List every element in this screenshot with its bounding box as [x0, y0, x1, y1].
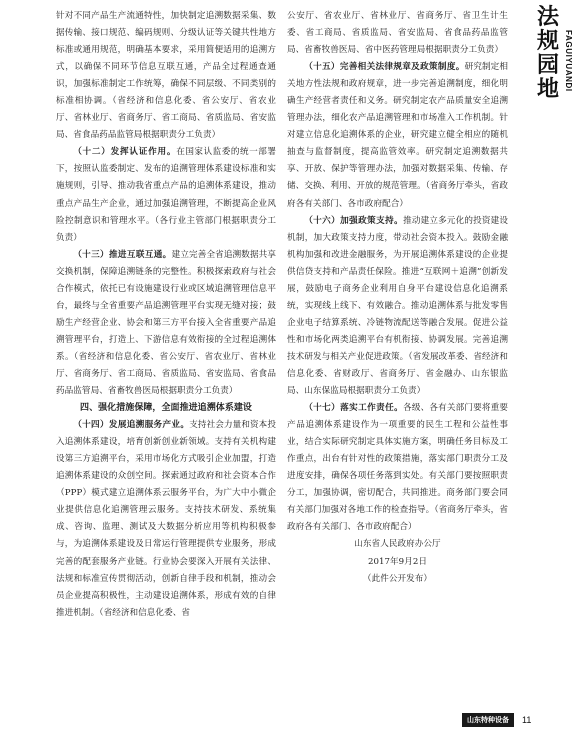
paragraph-17: [287, 400, 508, 536]
page-footer: [462, 713, 531, 727]
subheading: （十七）落实工作责任。: [304, 403, 404, 414]
paragraph-text: 各级、各有关部门要将重要产品追溯体系建设作为一项重要的民生工程和公益性事业，结合实际研究制定具体实施方案，明确任务目标及工作重点，出台有针对性的政策措施，落实部门职责分工及进度安排，确保各项任务落到实处。有关部门要按照职责分工，加强协调，密切配合，共同推进。商务部门要会同有关部门加强对各地工作的检查指导。（省商务厅牵头，省政府各有关部门、各市政府配合）: [287, 403, 508, 533]
paragraph-text: 在国家认监委的统一部署下，按照认监委制定、发布的追溯管理体系建设标准和实施规则，引导、推动我省重点产品的追溯体系建设，推动重点产品生产企业，通过加强追溯管理，不断提高企业风险控制意识和管理水平。（各行业主管部门根据职责分工负责）: [56, 147, 276, 243]
section-tab: [531, 0, 575, 118]
paragraph-text: 推动建立多元化的投资建设机制，加大政策支持力度，带动社会资本投入。鼓励金融机构加强和改进金融服务，为开展追溯体系建设的企业提供信贷支持和产品责任保险。推进“互联网＋追溯”创新发展，鼓励电子商务企业利用自身平台建设信息化追溯系统，实现线上线下、有效融合。推动追溯体系与批发零售企业电子结算系统、冷链物流配送等融合发展。促进公益性和市场化两类追溯平台有机衔接、协调发展。完善追溯技术研发与相关产业促进政策。（省发展改革委、省经济和信息化委、省财政厅、省商务厅、省金融办、山东银监局、山东保监局根据职责分工负责）: [287, 215, 508, 397]
paragraph-text: 研究制定相关地方性法规和政府规章，进一步完善追溯制度，细化明确生产经营者责任和义务。研究制定农产品质量安全追溯管理办法，细化农产品追溯管理和市场准入工作机制。针对建立信息化追溯体系的企业，研究建立健全相应的随机抽查与监督制度，提高监管效率。研究制定追溯数据共享、开放、保护等管理办法，加强对数据采集、传输、存储、交换、利用、开放的规范管理。（省商务厅牵头，省政府各有关部门、各市政府配合）: [287, 62, 508, 209]
paragraph-12: [56, 144, 276, 246]
subheading: （十四）发展追溯服务产业。: [73, 420, 190, 431]
subheading: （十三）推进互联互通。: [73, 249, 172, 260]
magazine-name: 山东特种设备: [462, 713, 514, 727]
paragraph-text: 支持社会力量和资本投入追溯体系建设，培育创新创业新领域。支持有关机构建设第三方追溯平台，采用市场化方式吸引企业加盟，打造追溯体系建设的众创空间。探索通过政府和社会资本合作（PPP）模式建立追溯体系云服务平台，为广大中小微企业提供信息化追溯管理云服务。支持技术研发、系统集成、咨询、监理、测试及大数据分析应用等机构积极参与，为追溯体系建设及日常运行管理提供专业服务，形成完善的配套服务产业链。行业协会要深入开展有关法律、法规和标准宣传贯彻活动，创新自律手段和机制，推动会员企业提高积极性，主动建设追溯体系，形成有效的自律推进机制。（省经济和信息化委、省: [56, 420, 276, 618]
right-column: [287, 8, 508, 588]
section-heading: 四、强化措施保障，全面推进追溯体系建设: [80, 403, 252, 414]
section-title-cn: 法规园地: [536, 5, 559, 102]
paragraph-14: [56, 417, 276, 622]
paragraph: 针对不同产品生产流通特性，加快制定追溯数据采集、数据传输、接口规范、编码规则、分级认证等关键共性地方标准或通用规范，明确基本要求，采用简便适用的追溯方式，以确保不同环节信息互联互通，产品全过程通查通识，加强标准制定工作统筹，确保不同层级、不同类别的标准相协调。（省经济和信息化委、省公安厅、省农业厅、省林业厅、省商务厅、省工商局、省质监局、省安监局、省食品药品监管局根据职责分工负责）: [56, 11, 276, 141]
subheading: （十六）加强政策支持。: [304, 215, 404, 226]
page-number: 11: [522, 715, 532, 725]
paragraph-15: [287, 59, 508, 212]
section-title-en: FAGUIYUANDI: [564, 30, 573, 92]
paragraph: 公安厅、省农业厅、省林业厅、省商务厅、省卫生计生委、省工商局、省质监局、省安监局、省食品药品监管局、省畜牧兽医局、省中医药管理局根据职责分工负责）: [287, 11, 508, 56]
signature-org: 山东省人民政府办公厅: [354, 539, 441, 550]
subheading: （十二）发挥认证作用。: [73, 147, 177, 158]
subheading: （十五）完善相关法律规章及政策制度。: [304, 62, 465, 73]
paragraph-text: 建立完善全省追溯数据共享交换机制，保障追溯链条的完整性。积极探索政府与社会合作模式，依托已有设施建设行业或区域追溯管理信息平台，最终与全省重要产品追溯管理平台实现无缝对接；鼓励生产经营企业、协会和第三方平台接入全省重要产品追溯管理平台，打造上、下游信息有效衔接的全过程追溯体系。（省经济和信息化委、省公安厅、省农业厅、省林业厅、省商务厅、省工商局、省质监局、省安监局、省食品药品监管局、省畜牧兽医局根据职责分工负责）: [56, 249, 276, 397]
signature-date: 2017年9月2日: [367, 556, 428, 567]
publication-note: （此件公开发布）: [362, 573, 433, 584]
paragraph-13: [56, 247, 276, 400]
paragraph-16: [287, 213, 508, 401]
left-column: [56, 8, 276, 622]
